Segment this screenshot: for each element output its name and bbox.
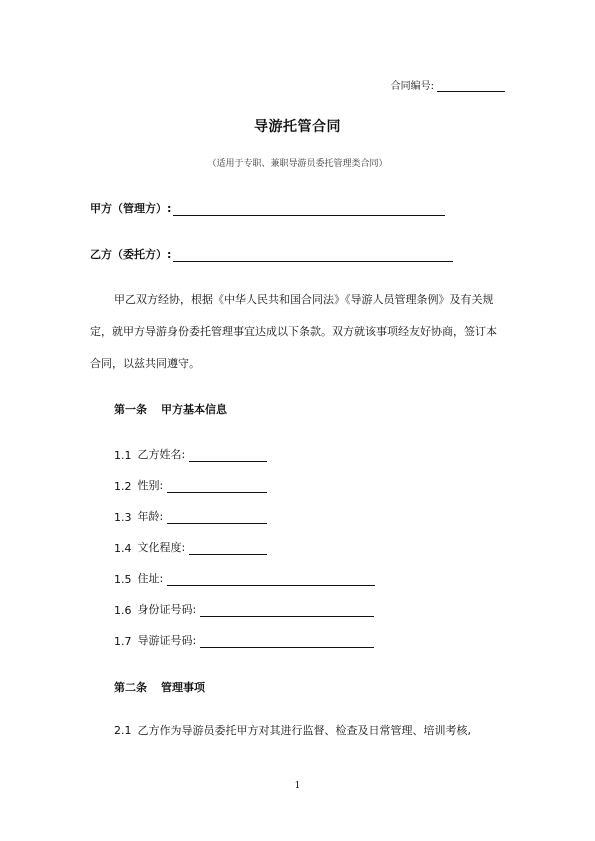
party-a-label: 甲方（管理方）: xyxy=(90,202,172,215)
field-label: 年龄: xyxy=(137,510,164,523)
clause-text: 乙方作为导游员委托甲方对其进行监督、检查及日常管理、培训考核, xyxy=(137,724,471,737)
clause-2-1 xyxy=(114,722,506,738)
party-a-field xyxy=(90,200,445,216)
article-2-title: 管理事项 xyxy=(161,681,205,694)
education-blank[interactable] xyxy=(189,543,267,555)
article-1-number: 第一条 xyxy=(114,403,147,416)
field-age xyxy=(114,508,267,524)
name-blank[interactable] xyxy=(189,450,267,462)
clause-number: 2.1 xyxy=(114,724,132,737)
preamble-paragraph: 甲乙双方经协，根据《中华人民共和国合同法》《导游人员管理条例》及有关规定，就甲方导游身份委托管理事宜达成以下条款。双方就该事项经友好协商，签订本合同，以兹共同遵守。 xyxy=(90,293,497,370)
field-label: 文化程度: xyxy=(137,541,186,554)
article-2-heading xyxy=(114,679,205,695)
field-number: 1.6 xyxy=(114,604,132,617)
age-blank[interactable] xyxy=(167,512,267,524)
field-guide-license xyxy=(114,632,374,648)
party-b-field xyxy=(90,246,453,262)
gender-blank[interactable] xyxy=(167,481,267,493)
address-blank[interactable] xyxy=(167,574,375,586)
field-number: 1.3 xyxy=(114,511,132,524)
party-a-blank[interactable] xyxy=(173,204,445,216)
id-number-blank[interactable] xyxy=(200,605,374,617)
document-title: 导游托管合同 xyxy=(254,119,341,135)
party-b-label: 乙方（委托方）: xyxy=(90,248,172,261)
field-label: 住址: xyxy=(137,572,164,585)
field-number: 1.1 xyxy=(114,449,132,462)
article-1-title: 甲方基本信息 xyxy=(161,403,227,416)
field-label: 乙方姓名: xyxy=(137,448,186,461)
field-number: 1.2 xyxy=(114,480,132,493)
contract-number-blank[interactable] xyxy=(437,81,505,92)
contract-number-label: 合同编号: xyxy=(390,81,434,92)
field-education xyxy=(114,539,267,555)
field-label: 导游证号码: xyxy=(137,634,197,647)
contract-number-field xyxy=(391,77,505,92)
field-number: 1.7 xyxy=(114,635,132,648)
field-id-number xyxy=(114,601,374,617)
field-label: 性别: xyxy=(137,479,164,492)
field-gender xyxy=(114,477,267,493)
field-label: 身份证号码: xyxy=(137,603,197,616)
field-name xyxy=(114,446,267,462)
article-2-number: 第二条 xyxy=(114,681,147,694)
party-b-blank[interactable] xyxy=(173,250,453,262)
field-number: 1.5 xyxy=(114,573,132,586)
page-number: 1 xyxy=(294,781,301,791)
article-1-heading xyxy=(114,401,227,417)
guide-license-blank[interactable] xyxy=(200,636,374,648)
field-address xyxy=(114,570,375,586)
document-subtitle: （适用于专职、兼职导游员委托管理类合同） xyxy=(207,159,388,169)
field-number: 1.4 xyxy=(114,542,132,555)
